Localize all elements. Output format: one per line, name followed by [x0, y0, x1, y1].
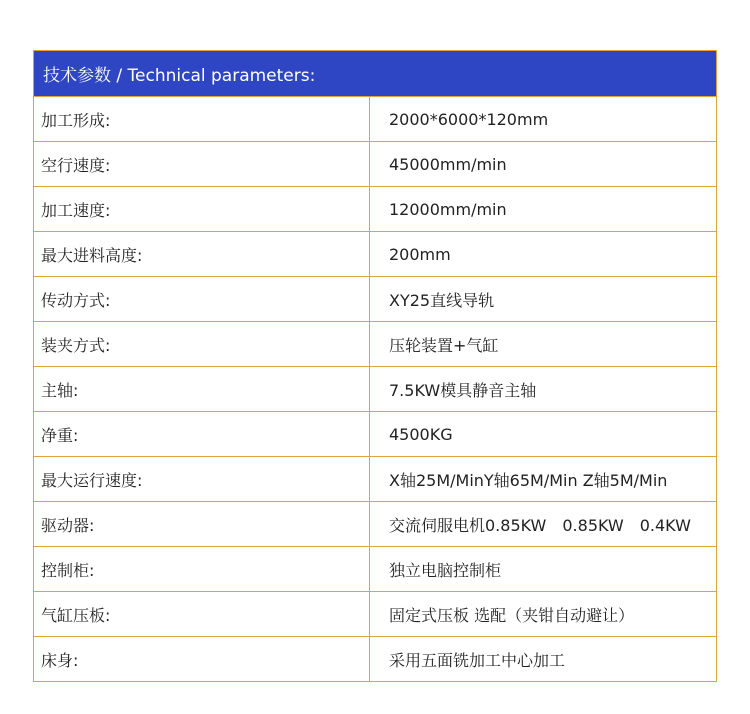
table-row: [34, 322, 716, 367]
table-row: [34, 547, 716, 592]
table-title: 技术参数 / Technical parameters:: [43, 66, 316, 86]
row-value: 独立电脑控制柜: [389, 560, 502, 580]
table-row: [34, 367, 716, 412]
row-label: 控制柜:: [34, 547, 370, 591]
row-label: 净重:: [34, 412, 370, 456]
row-label: 最大运行速度:: [34, 457, 370, 501]
table-row: [34, 412, 716, 457]
row-value: 采用五面铣加工中心加工: [389, 650, 566, 670]
row-label: 加工形成:: [34, 97, 370, 141]
row-label: 加工速度:: [34, 187, 370, 231]
table-row: [34, 142, 716, 187]
row-label: 驱动器:: [34, 502, 370, 546]
table-header: [34, 51, 716, 97]
row-value: 交流伺服电机0.85KW 0.85KW 0.4KW: [389, 515, 691, 535]
spec-table: [33, 50, 717, 682]
row-label: 传动方式:: [34, 277, 370, 321]
row-value: 12000mm/min: [389, 199, 507, 219]
row-label: 气缸压板:: [34, 592, 370, 636]
table-row: [34, 457, 716, 502]
table-row: [34, 187, 716, 232]
table-row: [34, 502, 716, 547]
table-row: [34, 277, 716, 322]
row-value: 固定式压板 选配（夹钳自动避让）: [389, 605, 635, 625]
row-label: 床身:: [34, 637, 370, 681]
row-value: 2000*6000*120mm: [389, 109, 549, 129]
row-label: 最大进料高度:: [34, 232, 370, 276]
row-value: 200mm: [389, 244, 451, 264]
row-value: 7.5KW模具静音主轴: [389, 380, 537, 400]
row-label: 空行速度:: [34, 142, 370, 186]
table-row: [34, 637, 716, 681]
table-row: [34, 232, 716, 277]
row-label: 主轴:: [34, 367, 370, 411]
row-value: 45000mm/min: [389, 154, 507, 174]
row-value: X轴25M/MinY轴65M/Min Z轴5M/Min: [389, 470, 668, 490]
table-row: [34, 97, 716, 142]
table-body: [34, 97, 716, 681]
table-row: [34, 592, 716, 637]
row-value: XY25直线导轨: [389, 290, 495, 310]
row-value: 压轮装置+气缸: [389, 335, 499, 355]
row-value: 4500KG: [389, 424, 453, 444]
row-label: 装夹方式:: [34, 322, 370, 366]
